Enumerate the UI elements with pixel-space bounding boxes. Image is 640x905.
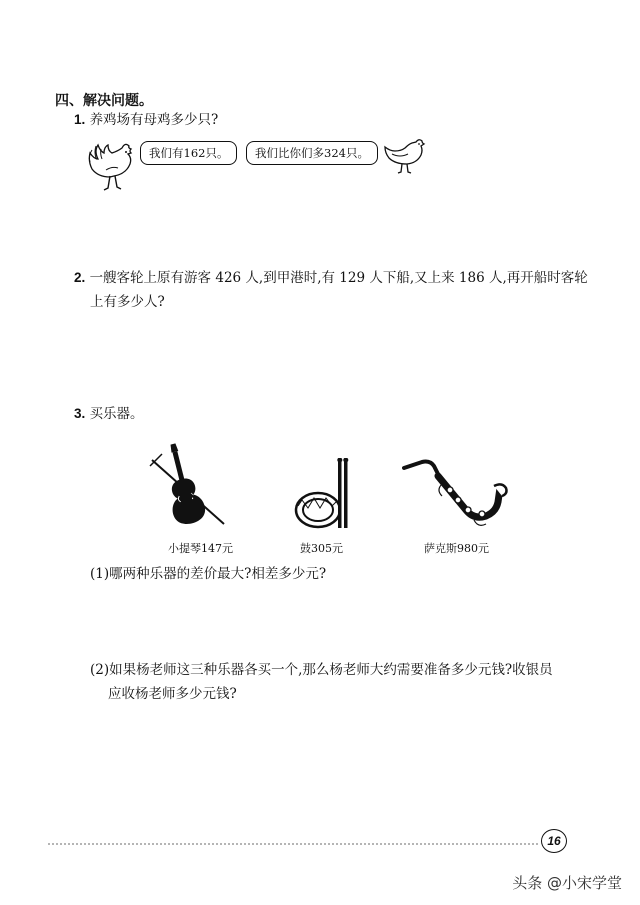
sub-question-2-line-2: 应收杨老师多少元钱? xyxy=(108,686,237,702)
violin-caption: 小提琴147元 xyxy=(168,542,233,555)
sub-question-1: (1)哪两种乐器的差价最大?相差多少元? xyxy=(90,566,327,582)
page-number: 16 xyxy=(541,829,567,853)
question-3 xyxy=(74,402,144,426)
saxophone-icon xyxy=(402,458,510,538)
question-2 xyxy=(74,266,614,314)
sub-question-2-line-1: (2)如果杨老师这三种乐器各买一个,那么杨老师大约需要准备多少元钱?收银员 xyxy=(90,662,553,678)
rooster-icon xyxy=(82,140,138,192)
question-3-text: 买乐器。 xyxy=(89,406,144,422)
question-2-number: 2. xyxy=(74,270,86,285)
question-2-line-1: 一艘客轮上原有游客 426 人,到甲港时,有 129 人下船,又上来 186 人,再开船时客轮 xyxy=(89,270,588,286)
sub-question-2 xyxy=(90,658,620,706)
speech-bubble-right: 我们比你们多324只。 xyxy=(246,141,378,165)
footer-divider xyxy=(48,843,538,845)
question-1-text: 养鸡场有母鸡多少只? xyxy=(89,112,219,128)
speech-bubble-left: 我们有162只。 xyxy=(140,141,237,165)
watermark: 头条 @小宋学堂 xyxy=(512,874,622,892)
drum-caption: 鼓305元 xyxy=(300,542,343,555)
drum-icon xyxy=(292,458,356,530)
violin-icon xyxy=(142,440,232,534)
question-1-number: 1. xyxy=(74,112,86,127)
question-3-number: 3. xyxy=(74,406,86,421)
question-2-line-2: 上有多少人? xyxy=(90,294,165,310)
section-title: 四、解决问题。 xyxy=(55,93,153,109)
question-1 xyxy=(74,108,218,132)
hen-icon xyxy=(382,136,426,176)
saxophone-caption: 萨克斯980元 xyxy=(424,542,489,555)
